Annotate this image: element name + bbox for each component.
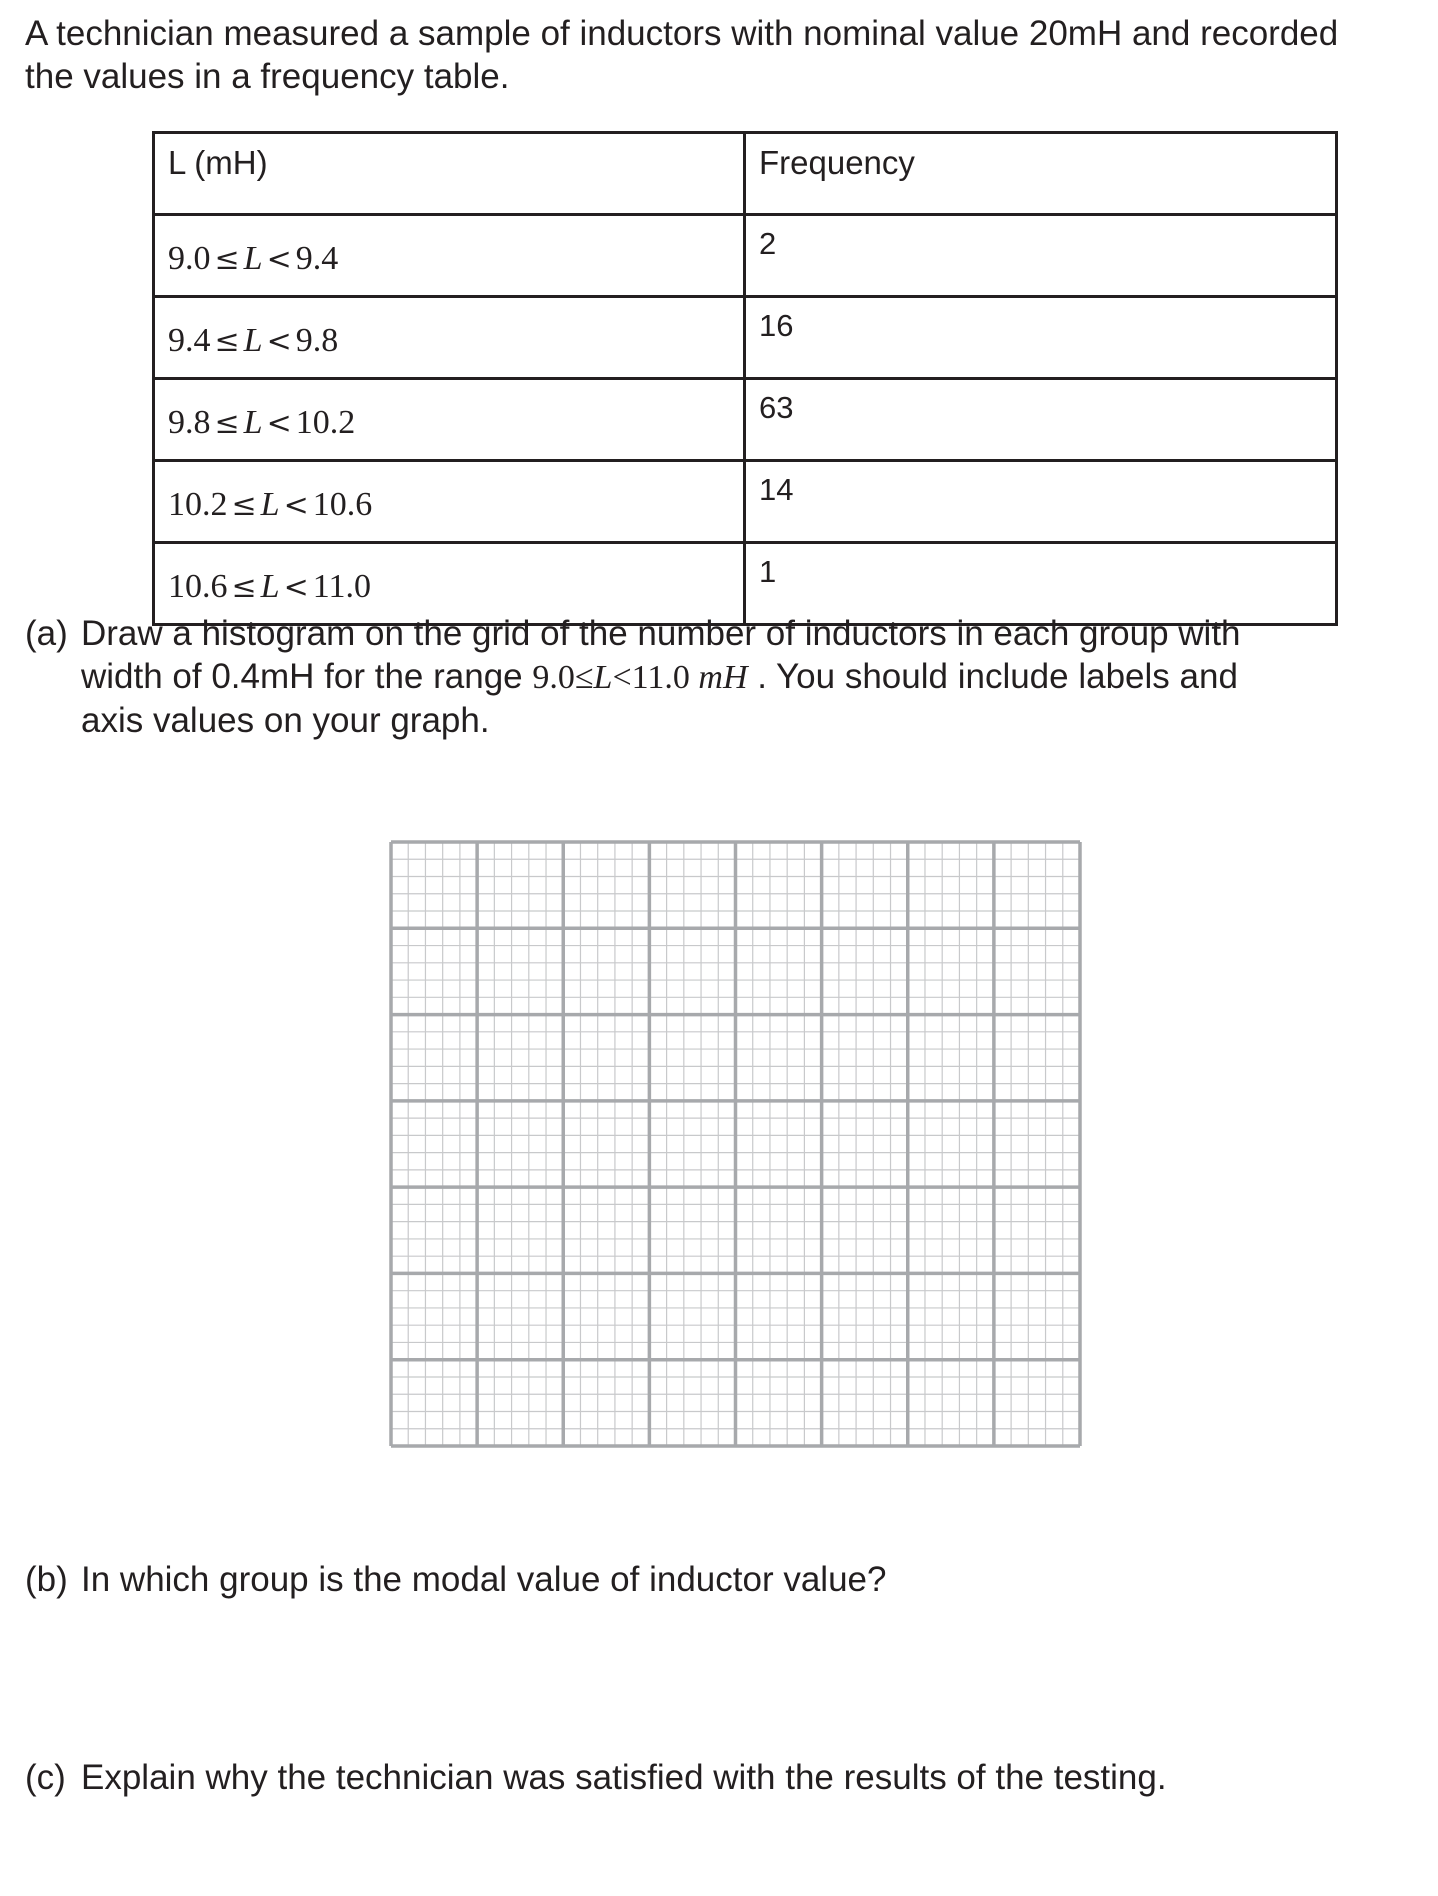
range-lower: 10.6 [168,567,228,605]
question-a-text-1: Draw a histogram on the grid of the number of inductors in each group with [81,614,1241,653]
frequency-cell: 14 [745,461,1337,543]
question-a-text-2: width of 0.4mH for the range [81,657,523,696]
range-variable: L [243,403,263,441]
question-a-text-3: . You should include labels and [757,657,1238,696]
range-lower: 10.2 [168,485,228,523]
range-lower: 9.4 [168,321,211,359]
table-row [154,379,1337,461]
frequency-cell: 63 [745,379,1337,461]
frequency-cell: 1 [745,543,1337,625]
math-upper: 11.0 [631,659,690,696]
question-b-text: In which group is the modal value of inductor value? [81,1560,887,1599]
range-variable: L [243,239,263,277]
question-c [25,1756,1167,1799]
range-cell: 9.8 ≤ L < 10.2 [154,379,745,461]
frequency-table [152,131,1338,626]
math-unit: mH [698,659,748,696]
question-c-label: (c) [25,1758,66,1797]
math-lower: 9.0 [532,659,575,696]
range-variable: L [260,567,280,605]
intro-text: A technician measured a sample of inductors with nominal value 20mH and recorded the values in a frequency table. [25,14,1339,96]
question-a-label: (a) [25,614,68,653]
range-variable: L [243,321,263,359]
frequency-cell: 16 [745,297,1337,379]
graph-paper-grid[interactable] [389,840,1082,1448]
header-frequency: Frequency [745,133,1337,215]
range-upper: 9.8 [295,321,339,359]
question-a [25,612,1405,742]
table-row [154,215,1337,297]
range-upper: 9.4 [295,239,339,277]
range-cell: 10.2 ≤ L < 10.6 [154,461,745,543]
table-row [154,461,1337,543]
frequency-cell: 2 [745,215,1337,297]
table-row [154,297,1337,379]
question-a-text-4: axis values on your graph. [81,701,490,740]
range-variable: L [260,485,280,523]
range-cell: 10.6 ≤ L < 11.0 [154,543,745,625]
range-lower: 9.0 [168,239,211,277]
range-cell: 9.4 ≤ L < 9.8 [154,297,745,379]
question-c-text: Explain why the technician was satisfied with the results of the testing. [81,1758,1167,1797]
range-lower: 9.8 [168,403,211,441]
range-expression: 9.0≤L<11.0 mH [532,659,748,696]
table-header-row [154,133,1337,215]
math-variable: L [593,659,613,696]
range-upper: 10.6 [312,485,373,523]
range-upper: 11.0 [312,567,371,605]
range-upper: 10.2 [295,403,356,441]
question-b-label: (b) [25,1560,68,1599]
header-inductance: L (mH) [154,133,745,215]
range-cell: 9.0 ≤ L < 9.4 [154,215,745,297]
question-b [25,1558,886,1601]
